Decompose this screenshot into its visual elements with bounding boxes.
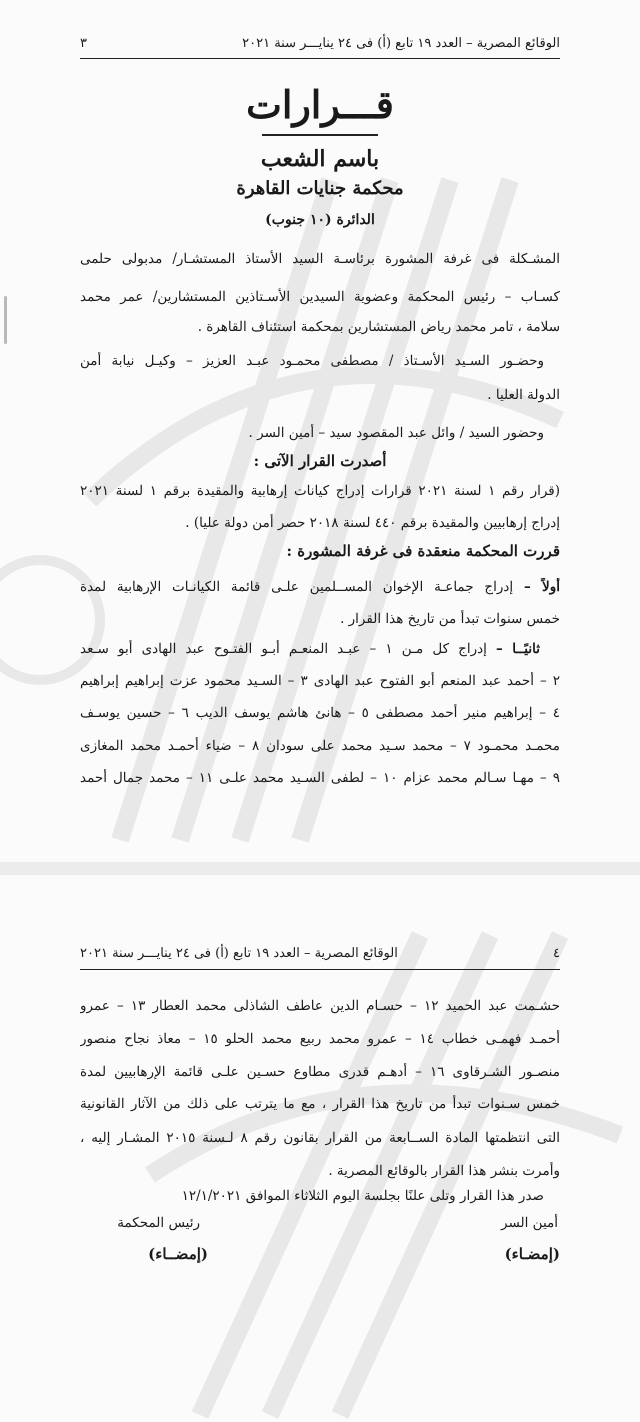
first-clause bbox=[80, 578, 560, 596]
body-line: سلامة ، تامر محمد رياض المستشارين بمحكمة استئناف القاهرة . bbox=[197, 319, 560, 335]
document-page-4 bbox=[0, 875, 640, 1422]
header-text: الوقائع المصرية – العدد ١٩ تابع (أ) فى ٢٤ ينايـــر سنة ٢٠٢١ bbox=[80, 946, 398, 961]
secretary-label: أمين السر bbox=[501, 1215, 558, 1231]
body-line: وحضـور السـيد الأسـتاذ / مصطفى محمـود عبـد العزيز – وكيـل نيابة أمن bbox=[80, 353, 544, 369]
first-label: أولاً – bbox=[524, 579, 560, 595]
president-signature: (إمضــاء) bbox=[148, 1245, 208, 1263]
page-number: ٤ bbox=[553, 946, 560, 961]
first-clause-line: خمس سنوات تبدأ من تاريخ هذا القرار . bbox=[340, 611, 560, 627]
running-header bbox=[80, 36, 560, 51]
title-underline bbox=[262, 134, 378, 136]
body-line: خمس سـنوات تبدأ من تاريخ هذا القرار ، مع ما يترتب على ذلك من الآثار القانونية bbox=[80, 1096, 560, 1112]
body-line: منصـور الشـرقاوى ١٦ – أدهـم قدرى مطاوع حسـين علـى قائمة الإرهابيين لمدة bbox=[80, 1064, 560, 1080]
scrollbar-thumb[interactable] bbox=[4, 296, 7, 344]
first-clause-text: إدراج جماعـة الإخوان المســلمين علـى قائمة الكيانـات الإرهابية لمدة bbox=[80, 579, 514, 595]
body-line: الدولة العليا . bbox=[487, 387, 560, 403]
president-label: رئيس المحكمة bbox=[117, 1215, 200, 1231]
second-label: ثانيًــا – bbox=[495, 641, 540, 657]
page-gap bbox=[0, 862, 640, 875]
body-line: حشـمت عبد الحميد ١٢ – حسـام الدين عاطف الشاذلى محمد العطار ١٣ – عمرو bbox=[80, 998, 560, 1014]
body-line: التى انتظمتها المادة الســابعة من القرار بقانون رقم ٨ لـسنة ٢٠١٥ المشـار إليه ، bbox=[80, 1130, 560, 1146]
court-decided-heading: قررت المحكمة منعقدة فى غرفة المشورة : bbox=[286, 542, 560, 560]
page-number: ٣ bbox=[80, 36, 87, 51]
in-name-of-people: باسم الشعب bbox=[260, 146, 380, 172]
header-rule bbox=[80, 58, 560, 59]
issued-line: صدر هذا القرار وتلى علنًا بجلسة اليوم الثلاثاء الموافق ١٢/١/٢٠٢١ bbox=[181, 1188, 544, 1204]
names-line: ٢ – أحمد عبد المنعم أبو الفتوح عبد الهادى ٣ – السـيد محمود عزت إبراهيم إبراهيم bbox=[80, 673, 560, 689]
decree-line: إدراج إرهابيين والمقيدة برقم ٤٤٠ لسنة ٢٠١٨ حصر أمن دولة عليا) . bbox=[185, 515, 560, 531]
issued-heading: أصدرت القرار الآتى : bbox=[253, 452, 387, 470]
court-name: محكمة جنايات القاهرة bbox=[236, 178, 404, 199]
names-line: ٤ – إبراهيم منير أحمد مصطفى ٥ – هانئ هاشم يوسف الديب ٦ – حسين يوسـف bbox=[80, 705, 560, 721]
names-line: محمـد محمـود ٧ – محمد سـيد محمد على سودان ٨ – ضياء أحمـد محمد المغازى bbox=[80, 738, 560, 754]
decree-line: (قرار رقم ١ لسنة ٢٠٢١ قرارات إدراج كيانات إرهابية والمقيدة برقم ١ لسنة ٢٠٢١ bbox=[80, 483, 560, 499]
page-title: قـــرارات bbox=[246, 82, 394, 127]
circuit-name: الدائرة (١٠ جنوب) bbox=[265, 212, 375, 228]
body-line: كسـاب – رئيس المحكمة وعضوية السيدين الأسـتاذين المستشارين/ عمر محمد bbox=[80, 289, 560, 305]
body-line: المشـكلة فى غرفة المشورة برئاسـة السيد الأستاذ المستشـار/ مدبولى حلمى bbox=[80, 251, 560, 267]
second-clause-text: إدراج كل مـن ١ – عبـد المنعـم أبـو الفتـوح عبد الهادى أبو سـعد bbox=[80, 641, 487, 657]
running-header bbox=[80, 946, 560, 961]
header-text: الوقائع المصرية – العدد ١٩ تابع (أ) فى ٢٤ ينايـــر سنة ٢٠٢١ bbox=[242, 36, 560, 51]
header-rule bbox=[80, 969, 560, 970]
secretary-signature: (إمضـاء) bbox=[504, 1245, 560, 1263]
body-line: وأمرت بنشر هذا القرار بالوقائع المصرية . bbox=[328, 1163, 560, 1179]
body-line: أحمـد فهمـى خطاب ١٤ – عمرو محمد ربيع محمد الحلو ١٥ – معاذ نجاح منصور bbox=[80, 1031, 560, 1047]
second-clause bbox=[80, 640, 540, 658]
body-line: وحضور السيد / وائل عبد المقصود سيد – أمين السر . bbox=[248, 425, 544, 441]
names-line: ٩ – مهـا سـالم محمد عزام ١٠ – لطفى السـيد محمد علـى ١١ – محمد جمال أحمد bbox=[80, 770, 560, 786]
